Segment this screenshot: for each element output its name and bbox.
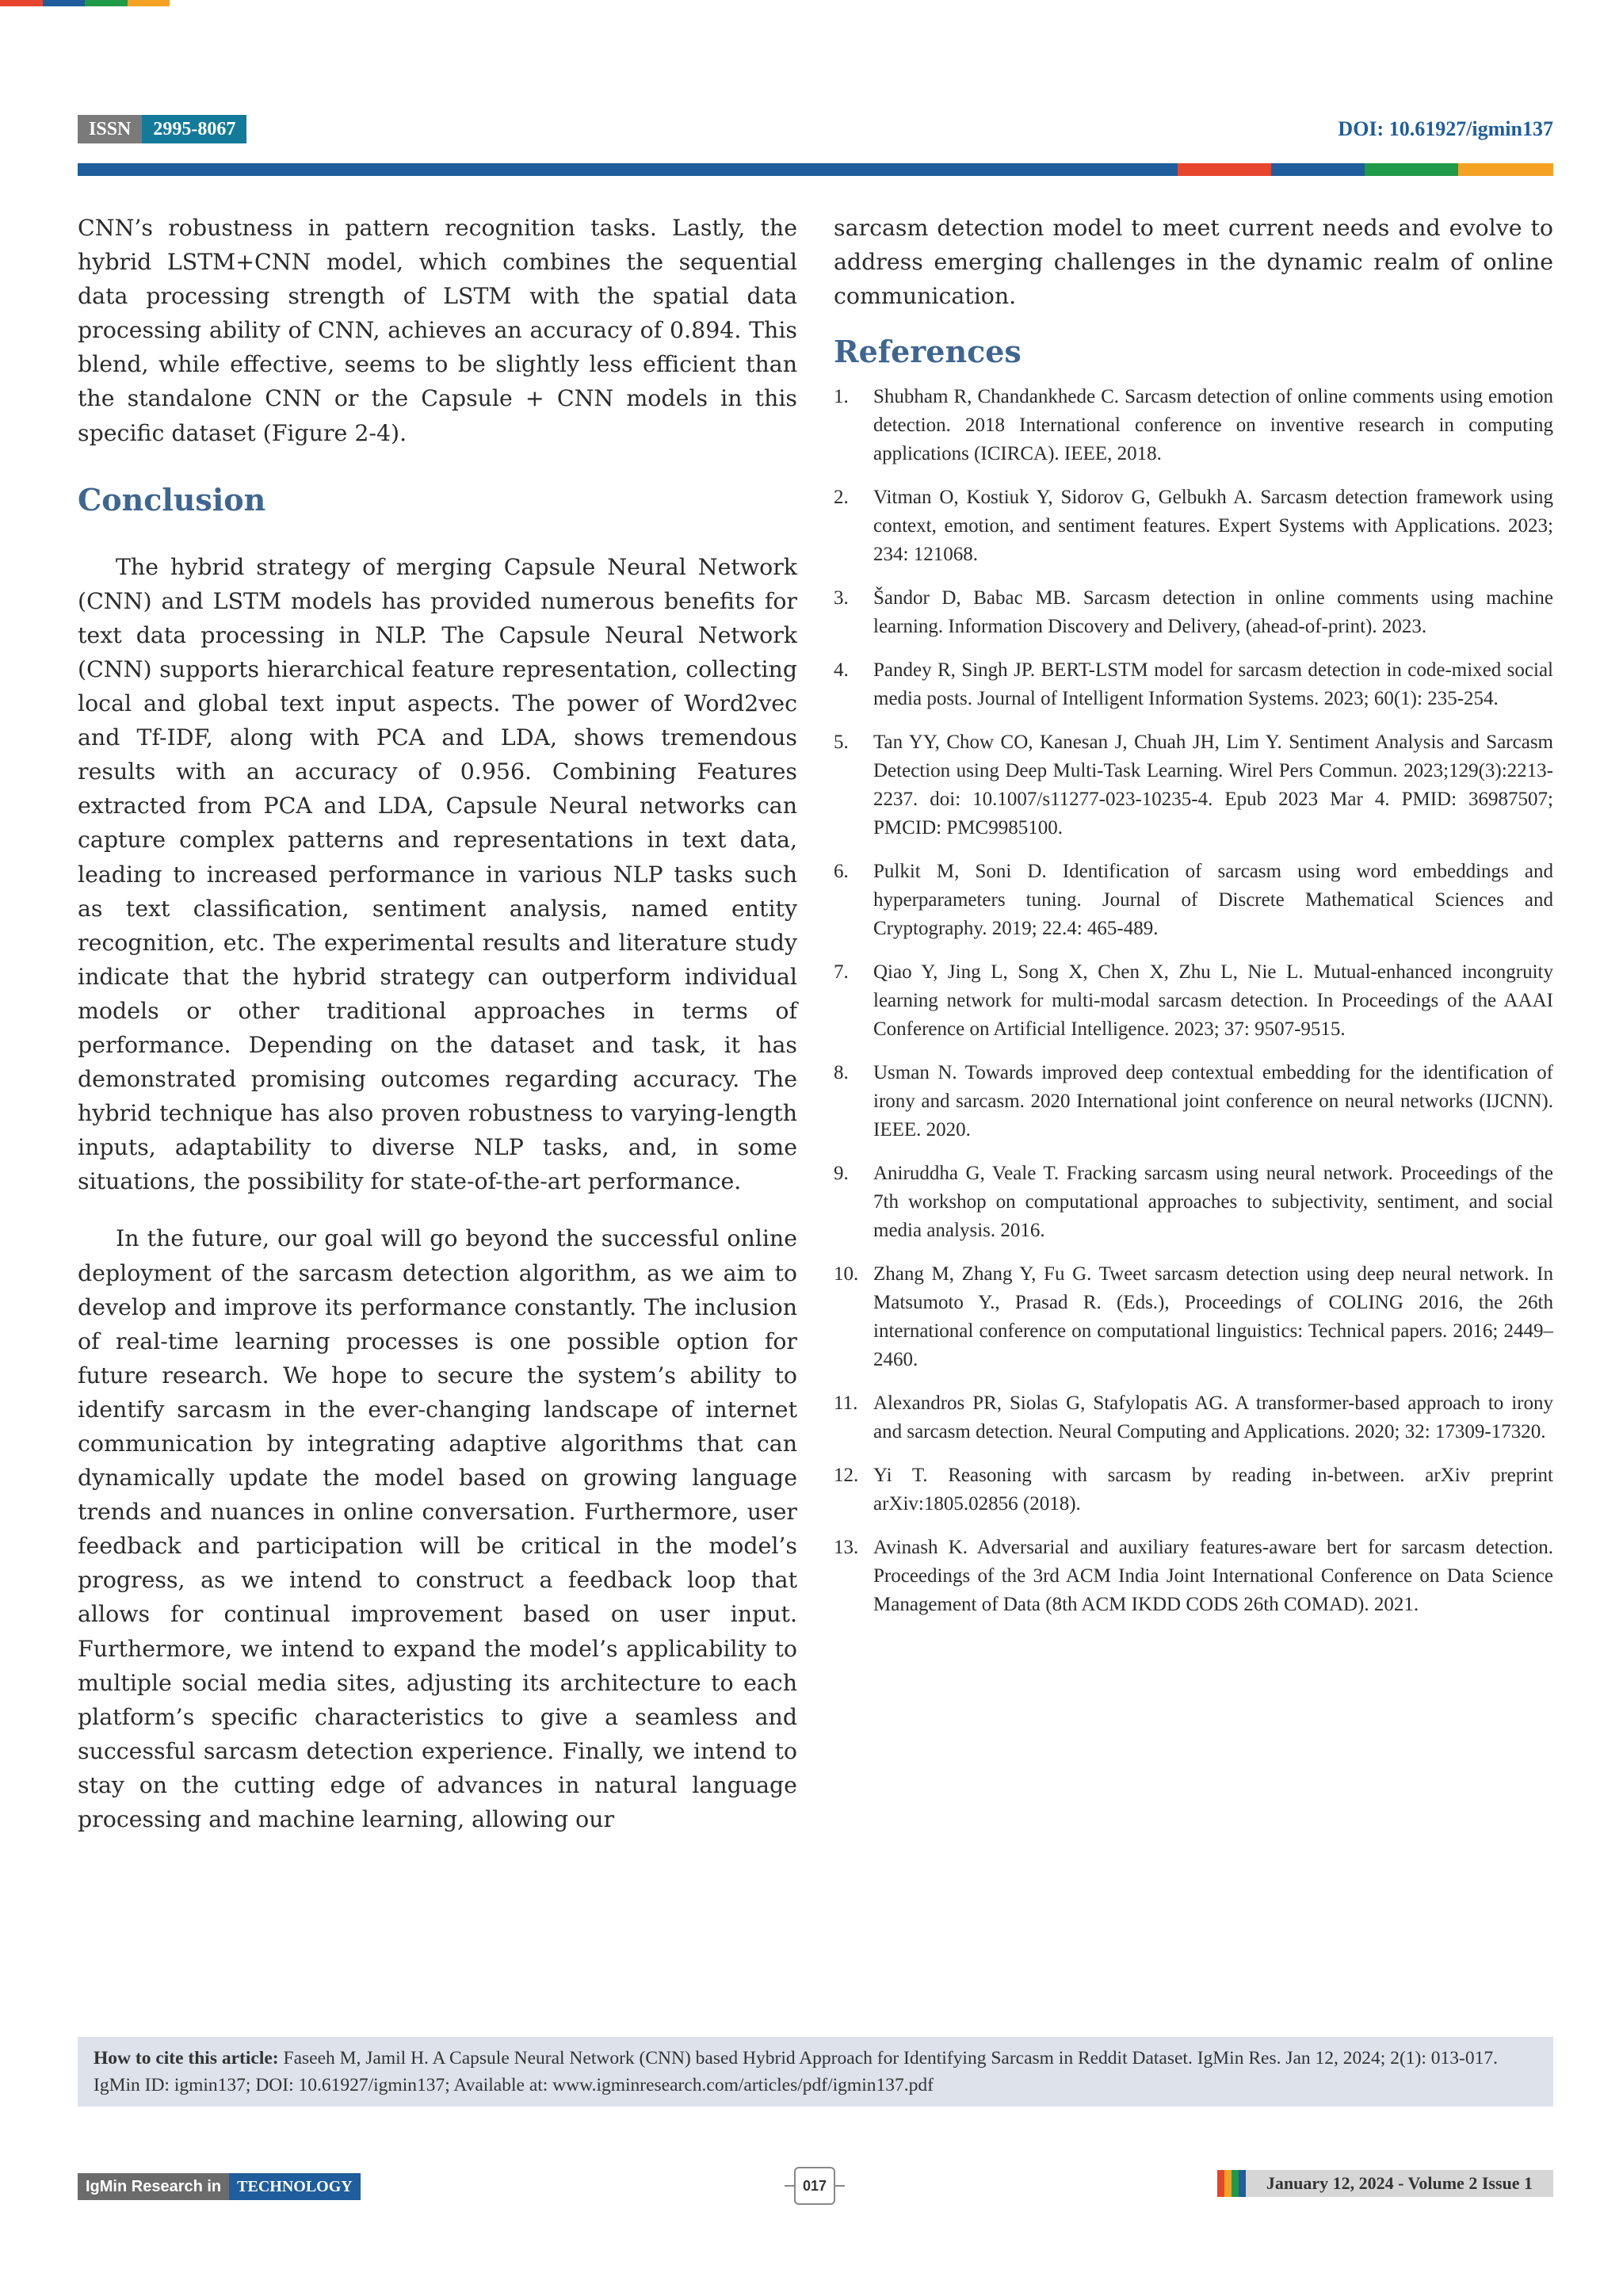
reference-text: Vitman O, Kostiuk Y, Sidorov G, Gelbukh A. Sarcasm detection framework using context, emotion, and sentiment features. Expert Systems with Applications. 2023; 234: 121068. [873, 487, 1553, 566]
reference-text: Pulkit M, Soni D. Identification of sarcasm using word embeddings and hyperparameters tuning. Journal of Discrete Mathematical Sciences and Cryptography. 2019; 22.4: 465-489. [873, 861, 1553, 940]
conclusion-paragraph-2: In the future, our goal will go beyond the successful online deployment of the sarcasm detection algorithm, as we aim to develop and improve its performance constantly. The inclusion of real-time learning processes is one possible option for future research. We hope to secure the system’s ability to identify sarcasm in the ever-changing landscape of internet communication by integrating adaptive algorithms that can dynamically update the model based on growing language trends and nuances in online conversation. Furthermore, user feedback and participation will be critical in the model’s progress, as we intend to construct a feedback loop that allows for continual improvement based on user input. Furthermore, we intend to expand the model’s applicability to multiple social media sites, adjusting its architecture to each platform’s specific characteristics to give a seamless and successful sarcasm detection experience. Finally, we intend to stay on the cutting edge of advances in natural language processing and machine learning, allowing our [78, 1225, 797, 1833]
issn-label: ISSN [78, 115, 142, 143]
citation-label: How to cite this article: [94, 2048, 279, 2069]
intro-paragraph: CNN’s robustness in pattern recognition tasks. Lastly, the hybrid LSTM+CNN model, which combines the sequential data processing strength of LSTM with the spatial data processing ability of CNN, achieves an accuracy of 0.894. This blend, while effective, seems to be slightly less efficient than the standalone CNN or the Capsule + CNN models in this specific dataset (Figure 2-4). [78, 215, 797, 446]
reference-text: Usman N. Towards improved deep contextual embedding for the identification of irony and sarcasm. 2020 International joint conference on neural networks (IJCNN). IEEE. 2020. [873, 1062, 1553, 1141]
reference-item [834, 1389, 1553, 1446]
right-column [834, 211, 1553, 1634]
page-number: 017 [794, 2167, 835, 2205]
strip-orange [128, 0, 170, 6]
reference-number: 12. [834, 1465, 859, 1487]
issue-date: January 12, 2024 - Volume 2 Issue 1 [1246, 2170, 1553, 2197]
conclusion-heading: Conclusion [78, 481, 266, 518]
doi-link[interactable]: DOI: 10.61927/igmin137 [1338, 117, 1553, 140]
reference-item [834, 958, 1553, 1044]
issue-color-stripes [1217, 2170, 1246, 2197]
reference-text: Šandor D, Babac MB. Sarcasm detection in online comments using machine learning. Information Discovery and Delivery, (ahead-of-print). 2023. [873, 587, 1553, 638]
reference-item [834, 1260, 1553, 1374]
bar-orange [1458, 163, 1553, 176]
reference-text: Yi T. Reasoning with sarcasm by reading in-between. arXiv preprint arXiv:1805.02856 (2018). [873, 1465, 1553, 1515]
page-number-line-left [785, 2185, 794, 2187]
references-list [834, 383, 1553, 1619]
bar-blue-main [78, 163, 1178, 176]
reference-number: 4. [834, 659, 849, 682]
reference-item [834, 383, 1553, 468]
reference-item [834, 656, 1553, 713]
reference-text: Aniruddha G, Veale T. Fracking sarcasm using neural network. Proceedings of the 7th workshop on computational approaches to subjectivity, sentiment, and social media analysis. 2016. [873, 1163, 1553, 1242]
stripe-green [1232, 2170, 1239, 2197]
reference-number: 1. [834, 386, 849, 408]
reference-number: 7. [834, 961, 849, 984]
reference-text: Qiao Y, Jing L, Song X, Chen X, Zhu L, Nie L. Mutual-enhanced incongruity learning network for multi-modal sarcasm detection. In Proceedings of the AAAI Conference on Artificial Intelligence. 2023; 37: 9507-9515. [873, 961, 1553, 1041]
left-column [78, 211, 797, 1836]
reference-number: 9. [834, 1163, 849, 1185]
header-divider-bar [78, 163, 1553, 176]
issn-badge [78, 115, 246, 143]
reference-item [834, 1534, 1553, 1619]
conclusion-paragraph-1: The hybrid strategy of merging Capsule Neural Network (CNN) and LSTM models has provided numerous benefits for text data processing in NLP. The Capsule Neural Network (CNN) supports hierarchical feature representation, collecting local and global text input aspects. The power of Word2vec and Tf-IDF, along with PCA and LDA, shows tremendous results with an accuracy of 0.956. Combining Features extracted from PCA and LDA, Capsule Neural networks can capture complex patterns and representations in text data, leading to increased performance in various NLP tasks such as text classification, sentiment analysis, named entity recognition, etc. The experimental results and literature study indicate that the hybrid strategy can outperform individual models or other traditional approaches in terms of performance. Depending on the dataset and task, it has demonstrated promising outcomes regarding accuracy. The hybrid technique has also proven robustness to varying-length inputs, adaptability to diverse NLP tasks, and, in some situations, the possibility for state-of-the-art performance. [78, 553, 797, 1195]
reference-number: 6. [834, 861, 849, 883]
stripe-red [1217, 2170, 1224, 2197]
reference-number: 10. [834, 1263, 859, 1286]
reference-text: Avinash K. Adversarial and auxiliary features-aware bert for sarcasm detection. Proceedings of the 3rd ACM India Joint International Conference on Data Science Management of Data (8th ACM IKDD CODS 26th COMAD). 2021. [873, 1537, 1553, 1616]
issn-number: 2995-8067 [142, 115, 246, 143]
reference-text: Shubham R, Chandankhede C. Sarcasm detection of online comments using emotion detection. 2018 International conference on inventive research in computing applications (ICIRCA). IEEE, 2018. [873, 386, 1553, 465]
strip-blue [43, 0, 86, 6]
citation-box [78, 2037, 1553, 2107]
strip-red [0, 0, 43, 6]
page-number-line-right [835, 2185, 845, 2187]
reference-item [834, 1059, 1553, 1144]
citation-text: Faseeh M, Jamil H. A Capsule Neural Network (CNN) based Hybrid Approach for Identifying Sarcasm in Reddit Dataset. IgMin Res. Jan 12, 2024; 2(1): 013-017. IgMin ID: igmin137; DOI: 10.61927/igmin137; Available at: www.igminresearch.com/articles/pdf/igmin137.pdf [94, 2048, 1498, 2095]
reference-text: Tan YY, Chow CO, Kanesan J, Chuah JH, Lim Y. Sentiment Analysis and Sarcasm Detection using Deep Multi-Task Learning. Wirel Pers Commun. 2023;129(3):2213-2237. doi: 10.1007/s11277-023-10235-4. Epub 2023 Mar 4. PMID: 36987507; PMCID: PMC9985100. [873, 732, 1553, 839]
reference-item [834, 858, 1553, 943]
reference-number: 3. [834, 587, 849, 609]
reference-item [834, 1461, 1553, 1519]
stripe-orange [1224, 2170, 1232, 2197]
issue-badge [1217, 2170, 1553, 2197]
journal-prefix: IgMin Research in [78, 2173, 229, 2200]
top-color-strip [0, 0, 170, 6]
reference-item [834, 1159, 1553, 1245]
strip-green [85, 0, 128, 6]
reference-number: 8. [834, 1062, 849, 1084]
continuation-paragraph: sarcasm detection model to meet current needs and evolve to address emerging challenges in the dynamic realm of online communication. [834, 215, 1553, 310]
reference-text: Zhang M, Zhang Y, Fu G. Tweet sarcasm detection using deep neural network. In Matsumoto Y., Prasad R. (Eds.), Proceedings of COLING 2016, the 26th international conference on computational linguistics: Technical papers. 2016; 2449–2460. [873, 1263, 1553, 1371]
reference-number: 5. [834, 732, 849, 754]
bar-green [1365, 163, 1458, 176]
stripe-blue [1239, 2170, 1246, 2197]
references-heading: References [834, 334, 1022, 370]
reference-number: 13. [834, 1537, 859, 1559]
reference-item [834, 483, 1553, 569]
bar-red [1178, 163, 1271, 176]
reference-number: 11. [834, 1392, 858, 1415]
journal-subject: TECHNOLOGY [229, 2173, 361, 2200]
reference-item [834, 584, 1553, 641]
reference-number: 2. [834, 487, 849, 509]
reference-text: Alexandros PR, Siolas G, Stafylopatis AG. A transformer-based approach to irony and sarcasm detection. Neural Computing and Applications. 2020; 32: 17309-17320. [873, 1392, 1553, 1443]
reference-text: Pandey R, Singh JP. BERT-LSTM model for sarcasm detection in code-mixed social media posts. Journal of Intelligent Information Systems. 2023; 60(1): 235-254. [873, 659, 1553, 710]
bar-blue [1271, 163, 1365, 176]
page-number-badge [785, 2167, 845, 2205]
journal-badge [78, 2173, 361, 2200]
reference-item [834, 728, 1553, 842]
